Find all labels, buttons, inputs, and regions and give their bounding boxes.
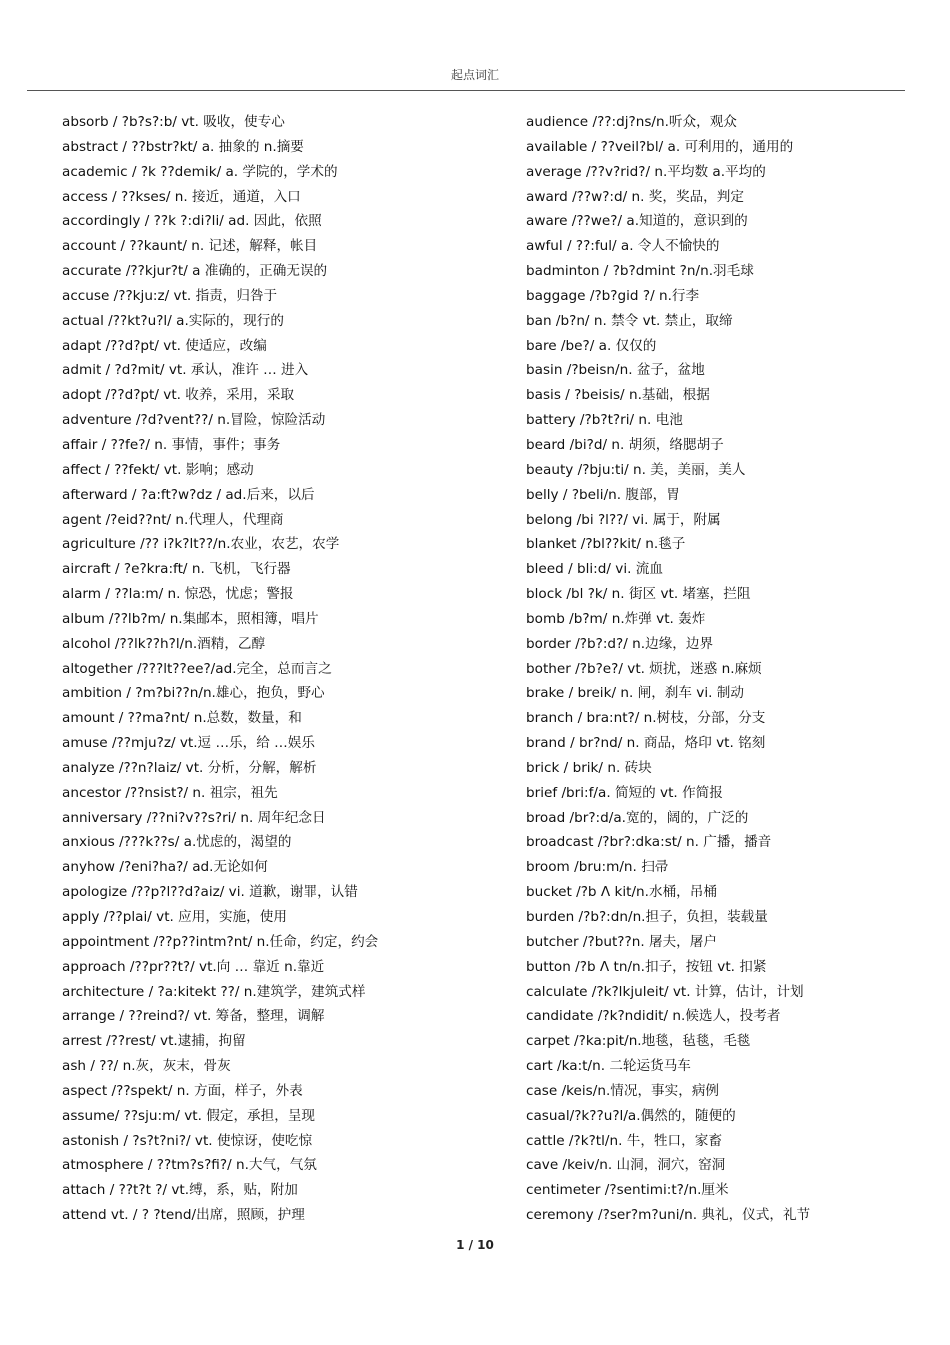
vocab-entry: amount / ??ma?nt/ n.总数，数量，和 bbox=[62, 710, 302, 727]
vocab-entry: analyze /??n?laiz/ vt. 分析，分解，解析 bbox=[62, 759, 317, 776]
vocab-entry: agriculture /?? i?k?lt??/n.农业，农艺，农学 bbox=[62, 536, 340, 553]
vocab-entry: astonish / ?s?t?ni?/ vt. 使惊讶，使吃惊 bbox=[62, 1132, 313, 1149]
vocab-entry: ambition / ?m?bi??n/n.雄心，抱负，野心 bbox=[62, 685, 325, 702]
vocab-entry: butcher /?but??n. 屠夫，屠户 bbox=[526, 933, 717, 950]
vocab-entry: cave /keiv/n. 山洞，洞穴，窑洞 bbox=[526, 1157, 726, 1174]
vocab-entry: brick / brik/ n. 砖块 bbox=[526, 759, 652, 776]
vocab-entry: ancestor /??nsist?/ n. 祖宗，祖先 bbox=[62, 784, 278, 801]
vocab-entry: bare /be?/ a. 仅仅的 bbox=[526, 337, 657, 354]
vocab-entry: affect / ??fekt/ vt. 影响；感动 bbox=[62, 461, 254, 478]
vocab-entry: brand / br?nd/ n. 商品，烙印 vt. 铭刻 bbox=[526, 735, 766, 752]
vocab-entry: burden /?b?:dn/n.担子，负担，装载量 bbox=[526, 909, 768, 925]
vocab-entry: ash / ??/ n.灰，灰末，骨灰 bbox=[62, 1058, 231, 1075]
vocab-entry: bomb /b?m/ n.炸弹 vt. 轰炸 bbox=[526, 610, 706, 627]
vocab-entry: broad /br?:d/a.宽的，阔的，广泛的 bbox=[526, 809, 749, 826]
vocab-entry: casual/?k??u?l/a.偶然的，随便的 bbox=[526, 1107, 736, 1124]
vocab-entry: award /??w?:d/ n. 奖，奖品，判定 bbox=[526, 188, 744, 205]
vocab-entry: afterward / ?a:ft?w?dz / ad.后来，以后 bbox=[62, 486, 315, 503]
vocab-entry: amuse /??mju?z/ vt.逗 …乐，给 …娱乐 bbox=[62, 735, 315, 752]
header-rule bbox=[27, 90, 905, 91]
vocab-entry: average /??v?rid?/ n.平均数 a.平均的 bbox=[526, 163, 766, 180]
vocab-entry: apologize /??p?l??d?aiz/ vi. 道歉，谢罪，认错 bbox=[62, 884, 358, 901]
vocab-entry: aware /??we?/ a.知道的，意识到的 bbox=[526, 213, 748, 230]
vocab-entry: belly / ?beli/n. 腹部，胃 bbox=[526, 486, 680, 503]
vocab-entry: bleed / bli:d/ vi. 流血 bbox=[526, 561, 663, 578]
vocab-entry: atmosphere / ??tm?s?fi?/ n.大气，气氛 bbox=[62, 1157, 317, 1174]
vocab-entry: affair / ??fe?/ n. 事情，事件；事务 bbox=[62, 436, 281, 453]
vocab-entry: assume/ ??sju:m/ vt. 假定，承担，呈现 bbox=[62, 1107, 316, 1124]
vocab-entry: broom /bru:m/n. 扫帚 bbox=[526, 859, 669, 876]
vocab-entry: arrange / ??reind?/ vt. 筹备，整理，调解 bbox=[62, 1008, 325, 1025]
vocab-entry: centimeter /?sentimi:t?/n.厘米 bbox=[526, 1182, 729, 1199]
vocab-entry: cattle /?k?tl/n. 牛，牲口，家畜 bbox=[526, 1132, 722, 1149]
vocab-entry: academic / ?k ??demik/ a. 学院的，学术的 bbox=[62, 163, 338, 180]
vocab-entry: awful / ??:ful/ a. 令人不愉快的 bbox=[526, 238, 720, 255]
vocab-entry: absorb / ?b?s?:b/ vt. 吸收，使专心 bbox=[62, 114, 285, 130]
vocab-entry: ban /b?n/ n. 禁令 vt. 禁止，取缔 bbox=[526, 312, 733, 329]
vocab-entry: anniversary /??ni?v??s?ri/ n. 周年纪念日 bbox=[62, 809, 326, 826]
vocab-entry: agent /?eid??nt/ n.代理人，代理商 bbox=[62, 511, 284, 528]
left-word-column bbox=[62, 110, 502, 1228]
vocab-entry: alcohol /??lk??h?l/n.酒精，乙醇 bbox=[62, 635, 266, 652]
vocab-entry: album /??lb?m/ n.集邮本，照相簿，唱片 bbox=[62, 610, 319, 627]
vocab-entry: case /keis/n.情况，事实，病例 bbox=[526, 1082, 720, 1099]
vocab-entry: broadcast /?br?:dka:st/ n. 广播，播音 bbox=[526, 834, 772, 851]
vocab-entry: anyhow /?eni?ha?/ ad.无论如何 bbox=[62, 859, 268, 876]
vocab-entry: altogether /???lt??ee?/ad.完全，总而言之 bbox=[62, 660, 332, 677]
vocab-entry: ceremony /?ser?m?uni/n. 典礼，仪式，礼节 bbox=[526, 1207, 811, 1224]
vocab-entry: architecture / ?a:kitekt ??/ n.建筑学，建筑式样 bbox=[62, 983, 366, 1000]
vocab-entry: accordingly / ??k ?:di?li/ ad. 因此，依照 bbox=[62, 213, 322, 230]
page-header-title: 起点词汇 bbox=[450, 68, 499, 82]
vocab-entry: audience /??:dj?ns/n.听众，观众 bbox=[526, 114, 737, 130]
vocab-entry: apply /??plai/ vt. 应用，实施，使用 bbox=[62, 909, 287, 925]
vocab-entry: attend vt. / ? ?tend/出席，照顾，护理 bbox=[62, 1207, 305, 1224]
right-word-column bbox=[526, 110, 926, 1228]
vocab-entry: battery /?b?t?ri/ n. 电池 bbox=[526, 412, 683, 429]
vocab-entry: basis / ?beisis/ n.基础，根据 bbox=[526, 387, 710, 404]
vocab-entry: button /?b Λ tn/n.扣子，按钮 vt. 扣紧 bbox=[526, 958, 767, 975]
vocab-entry: abstract / ??bstr?kt/ a. 抽象的 n.摘要 bbox=[62, 138, 304, 155]
vocab-entry: beard /bi?d/ n. 胡须，络腮胡子 bbox=[526, 436, 724, 453]
vocab-entry: account / ??kaunt/ n. 记述，解释，帐目 bbox=[62, 238, 318, 255]
vocab-entry: alarm / ??la:m/ n. 惊恐，忧虑；警报 bbox=[62, 586, 294, 603]
vocab-entry: aspect /??spekt/ n. 方面，样子，外表 bbox=[62, 1082, 303, 1099]
vocab-entry: block /bl ?k/ n. 街区 vt. 堵塞，拦阻 bbox=[526, 586, 751, 603]
vocab-entry: beauty /?bju:ti/ n. 美，美丽，美人 bbox=[526, 461, 746, 478]
vocab-entry: blanket /?bl??kit/ n.毯子 bbox=[526, 536, 686, 553]
vocab-entry: adopt /??d?pt/ vt. 收养，采用，采取 bbox=[62, 387, 295, 404]
vocab-entry: accurate /??kjur?t/ a 准确的，正确无误的 bbox=[62, 263, 328, 280]
vocab-entry: belong /bi ?l??/ vi. 属于，附属 bbox=[526, 511, 721, 528]
vocab-entry: basin /?beisn/n. 盆子，盆地 bbox=[526, 362, 705, 379]
vocab-entry: arrest /??rest/ vt.逮捕，拘留 bbox=[62, 1033, 246, 1050]
vocab-entry: brief /bri:f/a. 简短的 vt. 作简报 bbox=[526, 784, 723, 801]
vocab-entry: bother /?b?e?/ vt. 烦扰，迷惑 n.麻烦 bbox=[526, 660, 762, 677]
vocab-entry: access / ??kses/ n. 接近，通道，入口 bbox=[62, 188, 301, 205]
vocab-entry: adventure /?d?vent??/ n.冒险，惊险活动 bbox=[62, 412, 326, 429]
vocab-entry: branch / bra:nt?/ n.树枝，分部，分支 bbox=[526, 710, 766, 727]
vocab-entry: cart /ka:t/n. 二轮运货马车 bbox=[526, 1058, 691, 1075]
vocab-entry: bucket /?b Λ kit/n.水桶，吊桶 bbox=[526, 884, 717, 901]
vocab-entry: border /?b?:d?/ n.边缘，边界 bbox=[526, 635, 714, 652]
vocab-entry: actual /??kt?u?l/ a.实际的，现行的 bbox=[62, 312, 284, 329]
vocab-entry: appointment /??p??intm?nt/ n.任命，约定，约会 bbox=[62, 933, 379, 950]
page-number: 1 / 10 bbox=[456, 1238, 494, 1252]
vocab-entry: accuse /??kju:z/ vt. 指责，归咎于 bbox=[62, 287, 278, 304]
vocab-entry: attach / ??t?t ?/ vt.缚，系，贴，附加 bbox=[62, 1182, 298, 1199]
vocab-entry: candidate /?k?ndidit/ n.候选人，投考者 bbox=[526, 1008, 781, 1025]
vocab-entry: calculate /?k?lkjuleit/ vt. 计算，估计，计划 bbox=[526, 983, 804, 1000]
vocab-entry: anxious /???k??s/ a.忧虑的，渴望的 bbox=[62, 834, 292, 851]
vocab-entry: baggage /?b?gid ?/ n.行李 bbox=[526, 287, 700, 304]
vocab-entry: brake / breik/ n. 闸，刹车 vi. 制动 bbox=[526, 685, 744, 702]
vocab-entry: adapt /??d?pt/ vt. 使适应，改编 bbox=[62, 337, 267, 354]
vocab-entry: available / ??veil?bl/ a. 可利用的，通用的 bbox=[526, 138, 794, 155]
vocab-entry: admit / ?d?mit/ vt. 承认，准许 … 进入 bbox=[62, 362, 309, 379]
vocab-entry: carpet /?ka:pit/n.地毯，毡毯，毛毯 bbox=[526, 1033, 751, 1050]
vocab-entry: approach /??pr??t?/ vt.向 … 靠近 n.靠近 bbox=[62, 958, 325, 975]
vocab-entry: badminton / ?b?dmint ?n/n.羽毛球 bbox=[526, 263, 754, 280]
vocab-entry: aircraft / ?e?kra:ft/ n. 飞机，飞行器 bbox=[62, 561, 291, 578]
